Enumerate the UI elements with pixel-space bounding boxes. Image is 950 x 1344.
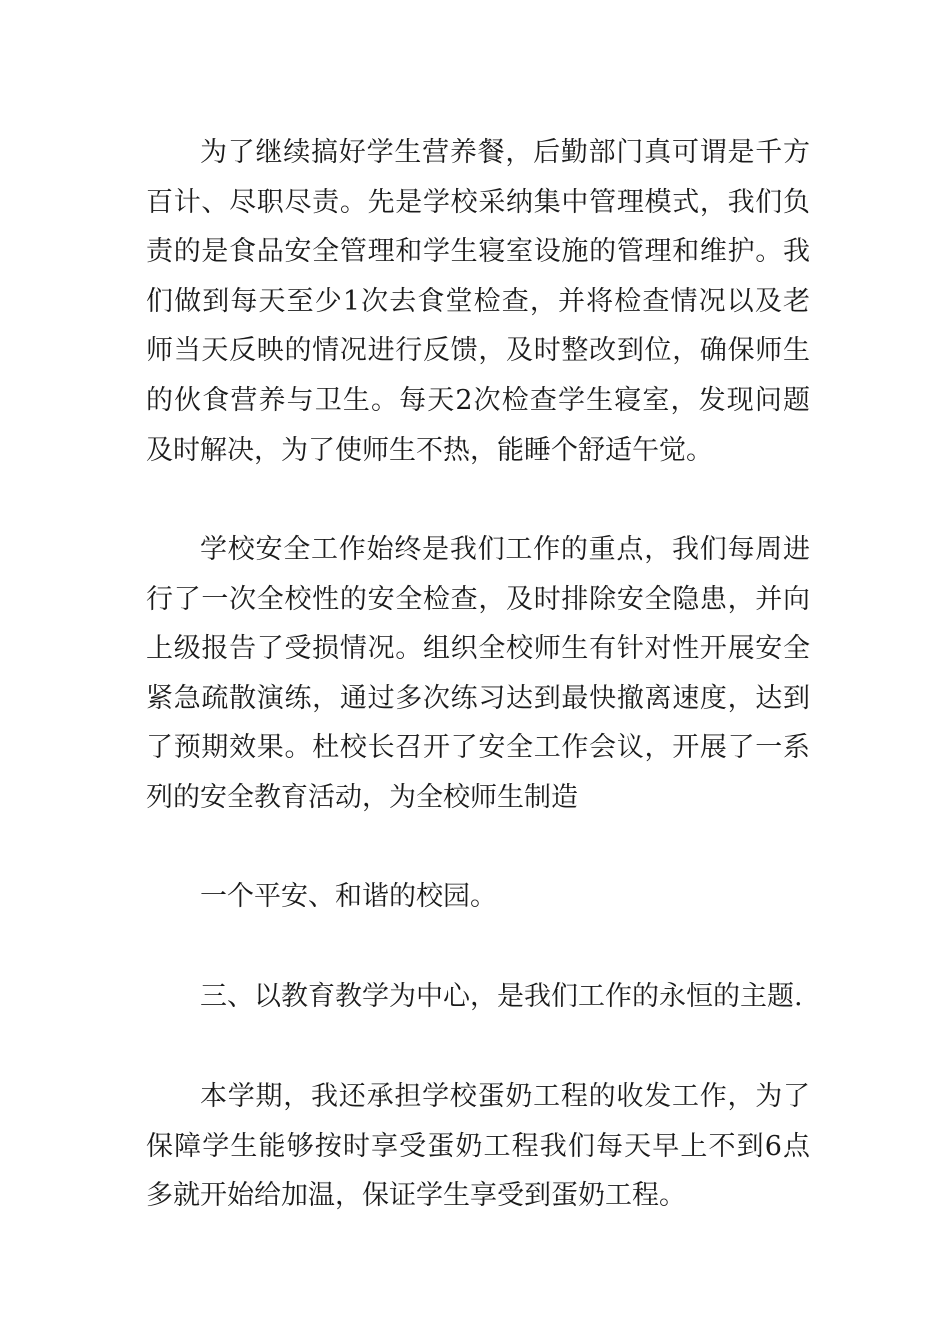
paragraph-egg-milk-project: 本学期，我还承担学校蛋奶工程的收发工作，为了保障学生能够按时享受蛋奶工程我们每天早上不到6点多就开始给加温，保证学生享受到蛋奶工程。 bbox=[146, 1081, 810, 1212]
section-heading-teaching: 三、以教育教学为中心，是我们工作的永恒的主题. bbox=[200, 981, 803, 1012]
paragraph-safe-campus: 一个平安、和谐的校园。 bbox=[200, 881, 497, 912]
paragraph-school-safety: 学校安全工作始终是我们工作的重点，我们每周进行了一次全校性的安全检查，及时排除安全隐患，并向上级报告了受损情况。组织全校师生有针对性开展安全紧急疏散演练，通过多次练习达到最快撤离速度，达到了预期效果。杜校长召开了安全工作会议，开展了一系列的安全教育活动，为全校师生制造 bbox=[146, 534, 810, 813]
paragraph-nutrition-meals: 为了继续搞好学生营养餐，后勤部门真可谓是千方百计、尽职尽责。先是学校采纳集中管理模式，我们负责的是食品安全管理和学生寝室设施的管理和维护。我们做到每天至少1次去食堂检查，并将检查情况以及老师当天反映的情况进行反馈，及时整改到位，确保师生的伙食营养与卫生。每天2次检查学生寝室，发现问题及时解决，为了使师生不热，能睡个舒适午觉。 bbox=[146, 137, 810, 466]
